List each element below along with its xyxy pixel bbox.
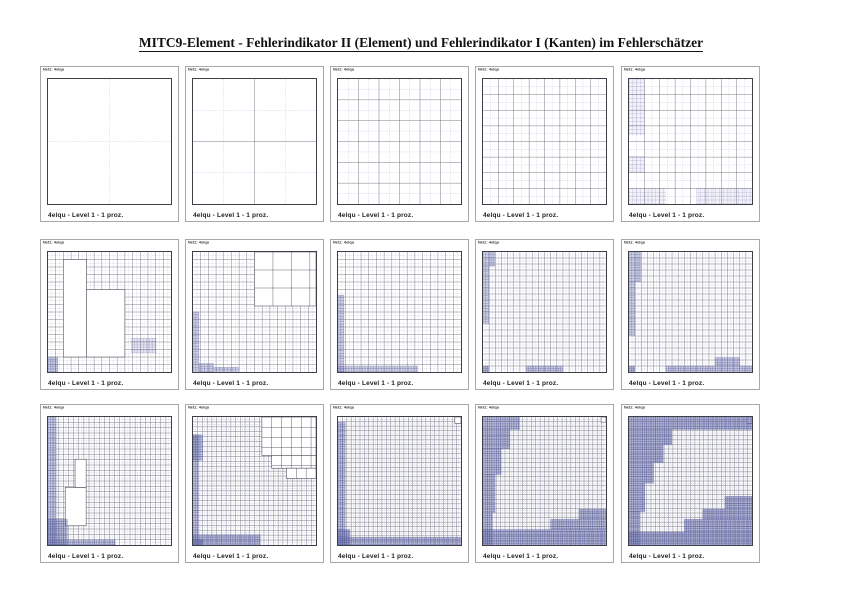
panel-header-text: Netz: 4elqu [624, 68, 646, 72]
panel-header-text: Netz: 4elqu [624, 241, 646, 245]
mesh-plot [628, 416, 753, 546]
mesh-plot [337, 251, 462, 373]
panel-header-text: Netz: 4elqu [333, 406, 355, 410]
panel-footer-label: 4elqu - Level 1 - 1 proz. [48, 380, 124, 387]
panel-footer-label: 4elqu - Level 1 - 1 proz. [193, 380, 269, 387]
panel-footer-label: 4elqu - Level 1 - 1 proz. [483, 380, 559, 387]
mesh-plot [337, 78, 462, 205]
panel-header-text: Netz: 4elqu [333, 241, 355, 245]
panel-header-text: Netz: 4elqu [43, 406, 65, 410]
panel-header-text: Netz: 4elqu [188, 241, 210, 245]
mesh-plot [47, 416, 172, 546]
mesh-plot [192, 416, 317, 546]
mesh-plot [628, 78, 753, 205]
mesh-plot [192, 78, 317, 205]
mesh-plot [192, 251, 317, 373]
mesh-panel [185, 404, 324, 563]
panel-header-text: Netz: 4elqu [188, 406, 210, 410]
mesh-panel [330, 239, 469, 390]
panel-header-text: Netz: 4elqu [478, 241, 500, 245]
panel-footer-label: 4elqu - Level 1 - 1 proz. [629, 380, 705, 387]
mesh-panel [330, 66, 469, 222]
mesh-plot [482, 78, 607, 205]
mesh-plot [337, 416, 462, 546]
panel-footer-label: 4elqu - Level 1 - 1 proz. [48, 212, 124, 219]
mesh-panel [40, 404, 179, 563]
panel-footer-label: 4elqu - Level 1 - 1 proz. [338, 553, 414, 560]
mesh-panel [475, 404, 614, 563]
panel-footer-label: 4elqu - Level 1 - 1 proz. [338, 212, 414, 219]
mesh-plot [47, 78, 172, 205]
panel-footer-label: 4elqu - Level 1 - 1 proz. [629, 553, 705, 560]
panel-footer-label: 4elqu - Level 1 - 1 proz. [193, 212, 269, 219]
mesh-panel [40, 239, 179, 390]
panel-footer-label: 4elqu - Level 1 - 1 proz. [193, 553, 269, 560]
mesh-panel [185, 66, 324, 222]
mesh-panel [621, 404, 760, 563]
mesh-panel [475, 66, 614, 222]
page-title-text: MITC9-Element - Fehlerindikator II (Element) und Fehlerindikator I (Kanten) im Fehlerschätzer [138, 35, 704, 50]
panel-header-text: Netz: 4elqu [43, 241, 65, 245]
mesh-panel [330, 404, 469, 563]
mesh-plot [628, 251, 753, 373]
mesh-panel [40, 66, 179, 222]
page-title [0, 35, 842, 51]
panel-header-text: Netz: 4elqu [478, 68, 500, 72]
panel-header-text: Netz: 4elqu [624, 406, 646, 410]
panel-header-text: Netz: 4elqu [478, 406, 500, 410]
mesh-panel [621, 239, 760, 390]
panel-footer-label: 4elqu - Level 1 - 1 proz. [483, 553, 559, 560]
panel-header-text: Netz: 4elqu [188, 68, 210, 72]
panel-footer-label: 4elqu - Level 1 - 1 proz. [338, 380, 414, 387]
panel-footer-label: 4elqu - Level 1 - 1 proz. [48, 553, 124, 560]
mesh-panel [621, 66, 760, 222]
panel-header-text: Netz: 4elqu [43, 68, 65, 72]
mesh-plot [47, 251, 172, 373]
mesh-plot [482, 251, 607, 373]
panel-footer-label: 4elqu - Level 1 - 1 proz. [629, 212, 705, 219]
mesh-panel [185, 239, 324, 390]
panel-footer-label: 4elqu - Level 1 - 1 proz. [483, 212, 559, 219]
mesh-plot [482, 416, 607, 546]
mesh-panel [475, 239, 614, 390]
panel-header-text: Netz: 4elqu [333, 68, 355, 72]
